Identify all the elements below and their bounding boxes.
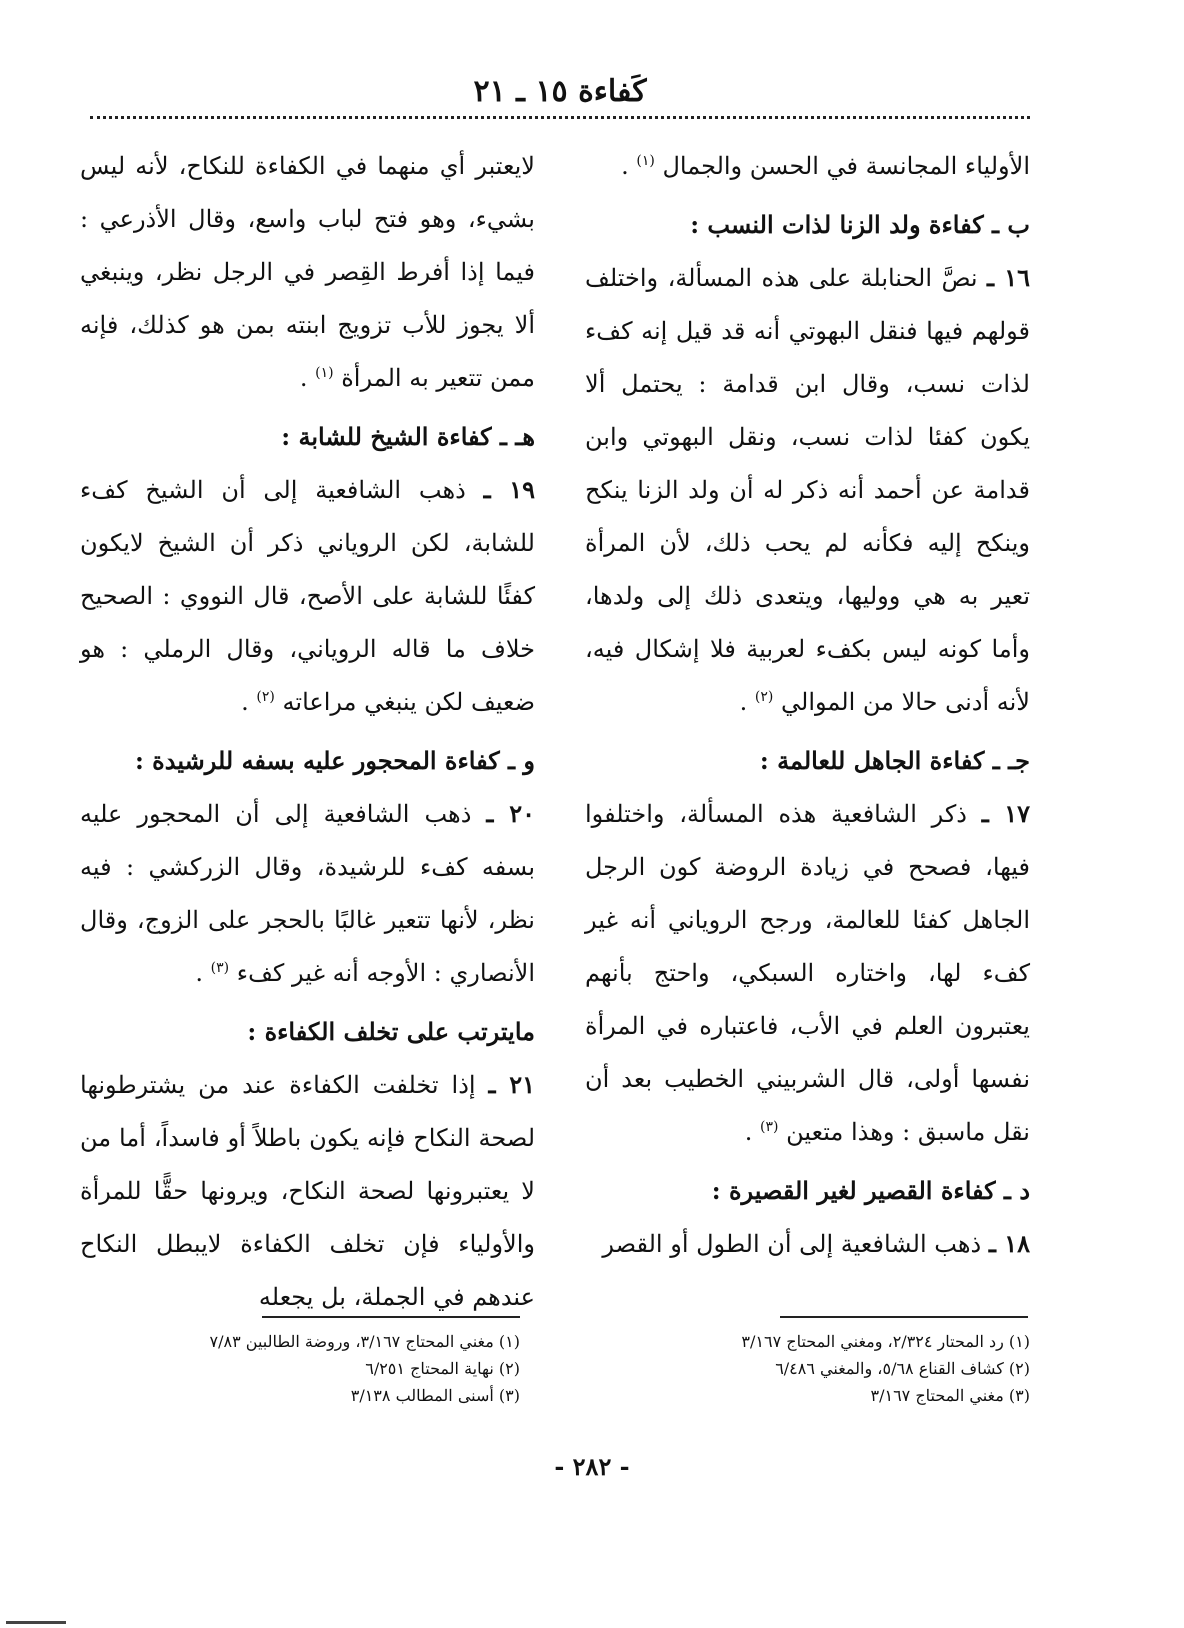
left-column — [80, 140, 535, 1330]
footnote-ref[interactable]: (٣) — [210, 960, 230, 976]
paragraph-text: إذا تخلفت الكفاءة عند من يشترطونها لصحة النكاح فإنه يكون باطلاً أو فاسداً، أما من لا يعتبرونها لصحة النكاح، ويرونها حقًّا للمرأة والأولياء فإن تخلف الكفاءة لايبطل النكاح عندهم في الجملة، بل يجعله — [80, 1071, 535, 1311]
paragraph-20: ٢٠ ـ ذهب الشافعية إلى أن المحجور عليه بسفه كفء للرشيدة، وقال الزركشي : فيه نظر، لأنها تتعير غالبًا بالحجر على الزوج، وقال الأنصاري : الأوجه أنه غير كفء $^{(٣)}$ . — [80, 799, 535, 987]
paragraph-text: ذهب الشافعية إلى أن الشيخ كفء للشابة، لكن الروياني ذكر أن الشيخ لايكون كفئًا للشابة على الأصح، قال النووي : الصحيح خلاف ما قاله الروياني، وقال الرملي : هو ضعيف لكن ينبغي مراعاته — [80, 476, 535, 716]
paragraph-text: ذهب الشافعية إلى أن المحجور عليه بسفه كفء للرشيدة، وقال الزركشي : فيه نظر، لأنها تتعير غالبًا بالحجر على الزوج، وقال الأنصاري : الأوجه أنه غير كفء — [80, 800, 535, 987]
paragraph-number: ١٧ ـ — [981, 799, 1030, 828]
footnote-item: (٣) أسنى المطالب ٣/١٣٨ — [350, 1386, 520, 1405]
paragraph-16: ١٦ ـ نصَّ الحنابلة على هذه المسألة، واختلف قولهم فيها فنقل البهوتي أنه قد قيل إنه كفء لذات نسب، وقال ابن قدامة : يحتمل ألا يكون كفئا لذات نسب، ونقل البهوتي وابن قدامة عن أحمد أنه ذكر له أن ولد الزنا ينكح وينكح إليه فكأنه لم يحب ذلك، لأن المرأة تعير به هي ووليها، ويتعدى ذلك إلى ولدها، وأما كونه ليس بكفء لعربية فلا إشكال فيه، لأنه أدنى حالا من الموالي $^{(٢)}$ . — [585, 263, 1030, 716]
footnote-rule-left — [262, 1316, 520, 1318]
scan-edge-mark — [6, 1621, 66, 1624]
section-heading-consequences: مايترتب على تخلف الكفاءة : — [247, 1017, 535, 1046]
footnotes-left — [130, 1328, 520, 1409]
section-heading-j: جـ ـ كفاءة الجاهل للعالمة : — [759, 746, 1030, 775]
section-heading-b: ب ـ كفاءة ولد الزنا لذات النسب : — [690, 210, 1030, 239]
paragraph-text: لايعتبر أي منهما في الكفاءة للنكاح، لأنه ليس بشيء، وهو فتح لباب واسع، وقال الأذرعي : فيما إذا أفرط القِصر في الرجل نظر، وينبغي ألا يجوز للأب تزويج ابنته بمن هو كذلك، فإنه ممن تتعير به المرأة — [80, 152, 535, 392]
paragraph-21 — [80, 1058, 535, 1324]
footnote-rule-right — [780, 1316, 1028, 1318]
section-heading-h: هـ ـ كفاءة الشيخ للشابة : — [281, 422, 535, 451]
footnote-item: (٢) نهاية المحتاج ٦/٢٥١ — [365, 1359, 520, 1378]
footnote-ref[interactable]: (١) — [315, 365, 334, 381]
page-number: - ٢٨٢ - — [554, 1452, 630, 1481]
paragraph-17: ١٧ ـ ذكر الشافعية هذه المسألة، واختلفوا فيها، فصحح في زيادة الروضة كون الرجل الجاهل كفئا للعالمة، ورجح الروياني أنه غير كفء لها، واختاره السبكي، واحتج بأنهم يعتبرون العلم في الأب، فاعتباره في المرأة نفسها أولى، قال الشربيني الخطيب بعد أن نقل ماسبق : وهذا متعين $^{(٣)}$ . — [585, 799, 1030, 1146]
paragraph-text: نصَّ الحنابلة على هذه المسألة، واختلف قولهم فيها فنقل البهوتي أنه قد قيل إنه كفء لذات نسب، وقال ابن قدامة : يحتمل ألا يكون كفئا لذات نسب، ونقل البهوتي وابن قدامة عن أحمد أنه ذكر له أن ولد الزنا ينكح وينكح إليه فكأنه لم يحب ذلك، لأن المرأة تعير به هي ووليها، ويتعدى ذلك إلى ولدها، وأما كونه ليس بكفء لعربية فلا إشكال فيه، لأنه أدنى حالا من الموالي — [585, 264, 1030, 716]
footnote-item: (٢) كشاف القناع ٥/٦٨، والمغني ٦/٤٨٦ — [775, 1359, 1030, 1378]
section-heading-w: و ـ كفاءة المحجور عليه بسفه للرشيدة : — [134, 746, 535, 775]
footnote-ref[interactable]: (٢) — [256, 689, 275, 705]
paragraph-number: ١٨ ـ — [988, 1229, 1030, 1258]
footnote-ref[interactable]: (٢) — [754, 689, 774, 705]
paragraph-number: ١٩ ـ — [483, 475, 535, 504]
section-heading-d: د ـ كفاءة القصير لغير القصيرة : — [711, 1176, 1030, 1205]
paragraph-18-continued: لايعتبر أي منهما في الكفاءة للنكاح، لأنه ليس بشيء، وهو فتح لباب واسع، وقال الأذرعي : فيما إذا أفرط القِصر في الرجل نظر، وينبغي ألا يجوز للأب تزويج ابنته بمن هو كذلك، فإنه ممن تتعير به المرأة $^{(١)}$ . — [80, 152, 535, 392]
paragraph-number: ٢٠ ـ — [486, 799, 535, 828]
footnote-item: (١) رد المحتار ٢/٣٢٤، ومغني المحتاج ٣/١٦٧ — [741, 1332, 1030, 1351]
page-header-title: كَفاءة ١٥ ـ ٢١ — [473, 74, 647, 109]
paragraph-text: ذهب الشافعية إلى أن الطول أو القصر — [602, 1230, 982, 1258]
footnotes-right — [640, 1328, 1030, 1409]
paragraph-text: ذكر الشافعية هذه المسألة، واختلفوا فيها، فصحح في زيادة الروضة كون الرجل الجاهل كفئا للعالمة، ورجح الروياني أنه غير كفء لها، واختاره السبكي، واحتج بأنهم يعتبرون العلم في الأب، فاعتباره في المرأة نفسها أولى، قال الشربيني الخطيب بعد أن نقل ماسبق : وهذا متعين — [585, 800, 1030, 1146]
footnote-item: (٣) مغني المحتاج ٣/١٦٧ — [870, 1386, 1030, 1405]
paragraph-18 — [585, 1217, 1030, 1271]
right-column — [585, 140, 1030, 1277]
footnote-ref[interactable]: (٣) — [760, 1119, 779, 1135]
paragraph-19: ١٩ ـ ذهب الشافعية إلى أن الشيخ كفء للشابة، لكن الروياني ذكر أن الشيخ لايكون كفئًا للشابة على الأصح، قال النووي : الصحيح خلاف ما قاله الروياني، وقال الرملي : هو ضعيف لكن ينبغي مراعاته $^{(٢)}$ . — [80, 475, 535, 716]
paragraph-continuation: الأولياء المجانسة في الحسن والجمال $^{(١)}$ . — [621, 152, 1030, 180]
header-dotted-divider — [90, 116, 1030, 119]
paragraph-number: ٢١ ـ — [488, 1070, 536, 1099]
paragraph-text: الأولياء المجانسة في الحسن والجمال — [662, 152, 1030, 180]
footnote-ref[interactable]: (١) — [636, 153, 655, 169]
paragraph-number: ١٦ ـ — [987, 263, 1030, 292]
footnote-item: (١) مغني المحتاج ٣/١٦٧، وروضة الطالبين ٧/٨٣ — [209, 1332, 520, 1351]
